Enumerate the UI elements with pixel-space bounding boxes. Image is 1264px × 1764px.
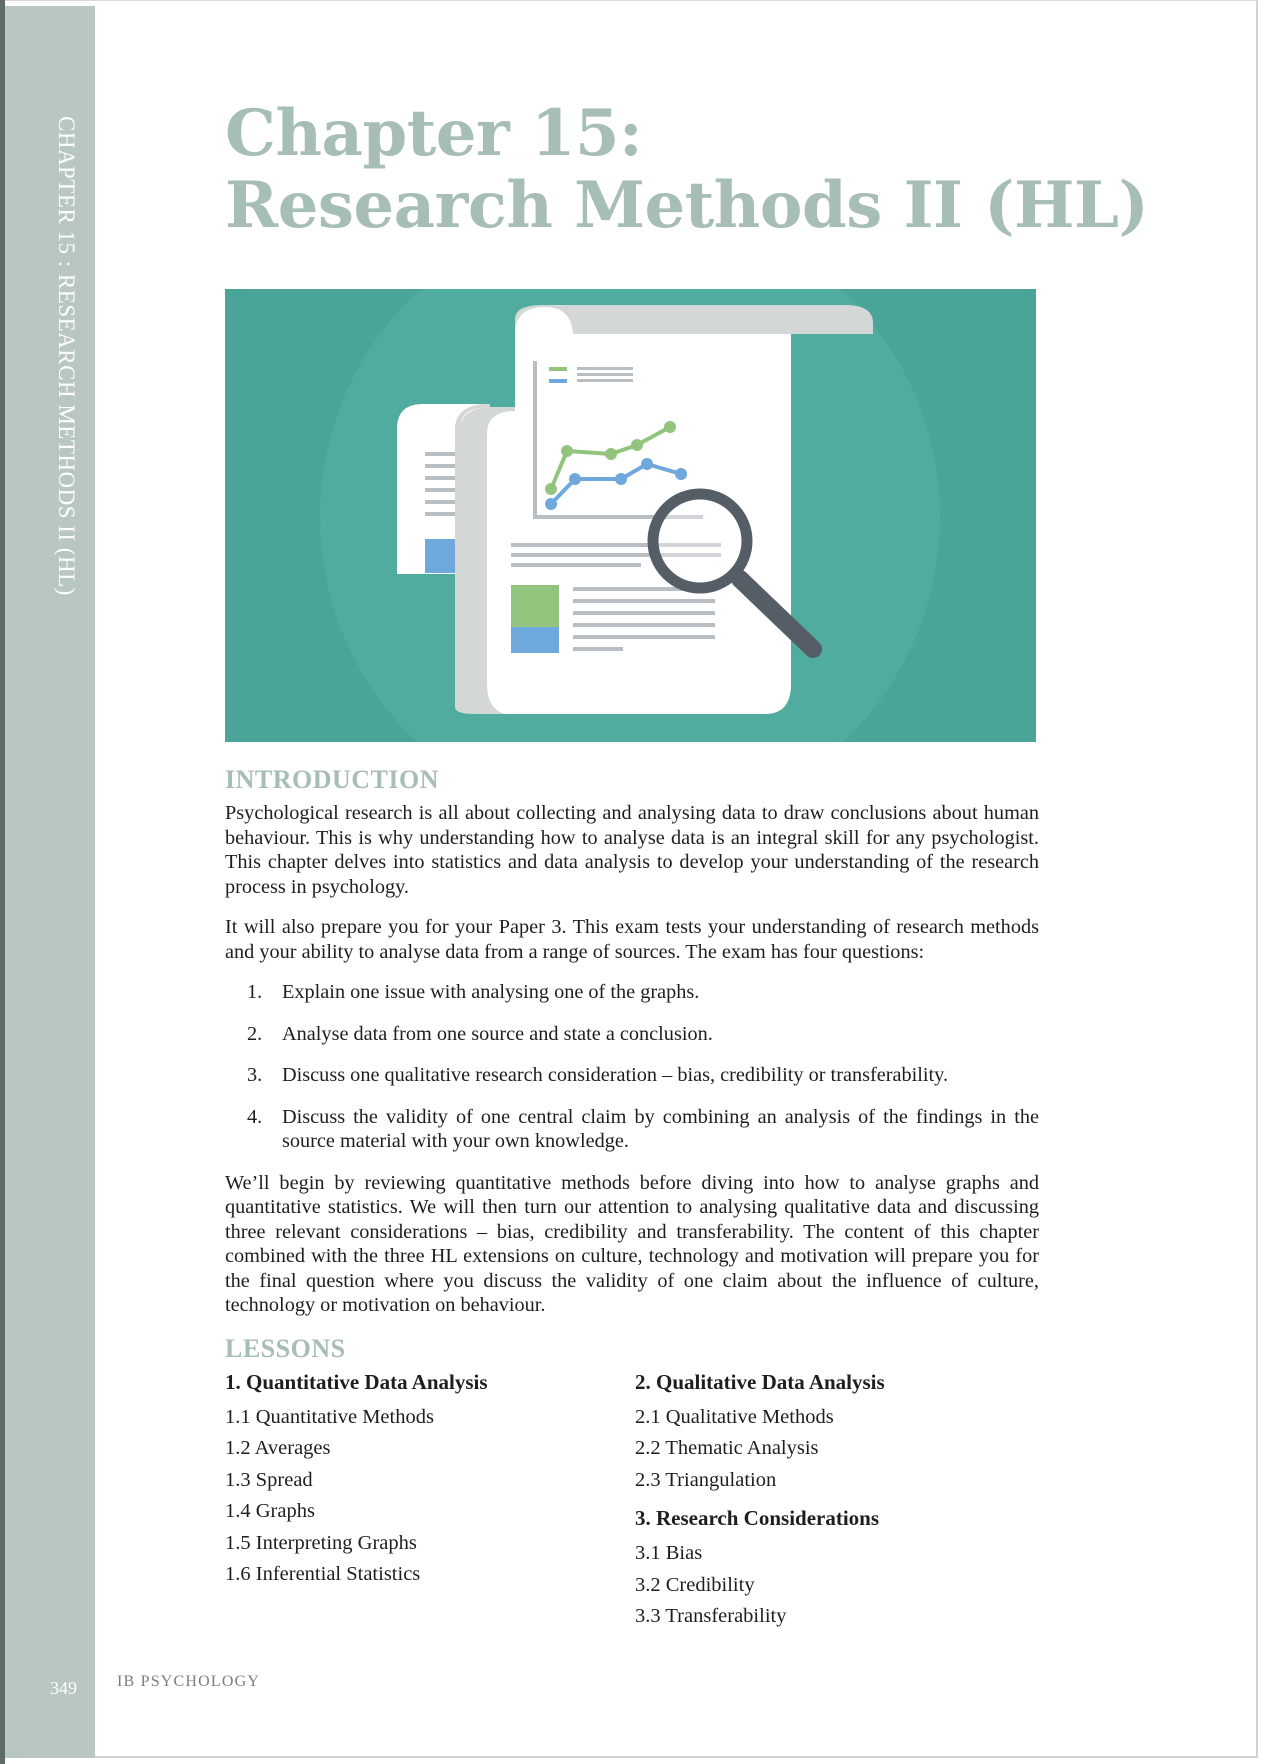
hero-illustration xyxy=(225,289,1036,742)
list-item-text: Explain one issue with analysing one of the graphs. xyxy=(282,981,700,1003)
footer-book-title: IB PSYCHOLOGY xyxy=(117,1673,261,1690)
lesson-item: 1.3 Spread xyxy=(225,1468,313,1491)
list-item xyxy=(225,1063,1039,1088)
lessons-column-right xyxy=(635,1370,885,1633)
lesson-group-title: 1. Quantitative Data Analysis xyxy=(225,1369,488,1394)
main-content xyxy=(225,765,1039,1660)
list-item-text: Analyse data from one source and state a conclusion. xyxy=(282,1022,713,1045)
list-item xyxy=(225,1022,1039,1047)
lesson-group-title: 2. Qualitative Data Analysis xyxy=(635,1369,885,1394)
list-item-number: 2. xyxy=(247,1022,263,1045)
lesson-group-title: 3. Research Considerations xyxy=(635,1506,880,1530)
intro-paragraph-2: It will also prepare you for your Paper 3. This exam tests your understanding of research methods and your ability to analyse data from a range of sources. The exam has four questions: xyxy=(225,916,1039,963)
lessons-heading: LESSONS xyxy=(225,1333,346,1363)
lesson-item: 3.1 Bias xyxy=(635,1542,703,1564)
lesson-item: 1.6 Inferential Statistics xyxy=(225,1563,421,1585)
page-number: 349 xyxy=(50,1678,77,1698)
lessons-column-left xyxy=(225,1370,488,1591)
lesson-item: 2.2 Thematic Analysis xyxy=(635,1437,819,1459)
lesson-item: 2.3 Triangulation xyxy=(635,1468,777,1491)
list-item-text: Discuss the validity of one central claim by combining an analysis of the findings in the source material with your own knowledge. xyxy=(282,1105,1039,1152)
sidebar xyxy=(5,6,95,1758)
list-item-number: 1. xyxy=(247,981,263,1003)
list-item-text: Discuss one qualitative research consideration – bias, credibility or transferability. xyxy=(282,1064,949,1086)
lesson-item: 1.2 Averages xyxy=(225,1437,331,1459)
lesson-item: 3.3 Transferability xyxy=(635,1605,787,1627)
lesson-group xyxy=(635,1370,885,1497)
intro-paragraph-1: Psychological research is all about collecting and analysing data to draw conclusions about human behaviour. This is why understanding how to analyse data is an integral skill for any psychologist. This chapter delves into statistics and data analysis to develop your understanding of the research process in psychology. xyxy=(225,802,1039,898)
lesson-item: 1.4 Graphs xyxy=(225,1500,315,1522)
lesson-item: 1.5 Interpreting Graphs xyxy=(225,1531,417,1554)
introduction-heading: INTRODUCTION xyxy=(225,765,440,794)
lesson-item: 1.1 Quantitative Methods xyxy=(225,1405,434,1428)
running-chapter-title: CHAPTER 15 : RESEARCH METHODS II (HL) xyxy=(54,116,79,596)
chapter-title-line1: Chapter 15: xyxy=(225,96,643,171)
chapter-title xyxy=(225,98,1148,242)
lesson-group xyxy=(635,1506,885,1633)
chapter-title-line2: Research Methods II (HL) xyxy=(225,168,1149,243)
list-item-number: 3. xyxy=(247,1064,263,1086)
list-item xyxy=(225,1105,1039,1154)
intro-paragraph-3: We’ll begin by reviewing quantitative methods before diving into how to analyse graphs and quantitative statistics. We will then turn our attention to analysing qualitative data and discussing three relevant considerations – bias, credibility and transferability. The content of this chapter combined with the three HL extensions on culture, technology and motivation will prepare you for the final question where you discuss the validity of one claim about the influence of culture, technology or motivation on behaviour. xyxy=(225,1171,1039,1316)
lesson-item: 2.1 Qualitative Methods xyxy=(635,1405,834,1428)
lesson-group xyxy=(225,1370,488,1591)
list-item-number: 4. xyxy=(247,1105,263,1128)
list-item xyxy=(225,980,1039,1005)
exam-questions-list xyxy=(225,980,1039,1154)
lessons-list xyxy=(225,1370,1039,1660)
lesson-item: 3.2 Credibility xyxy=(635,1573,755,1596)
